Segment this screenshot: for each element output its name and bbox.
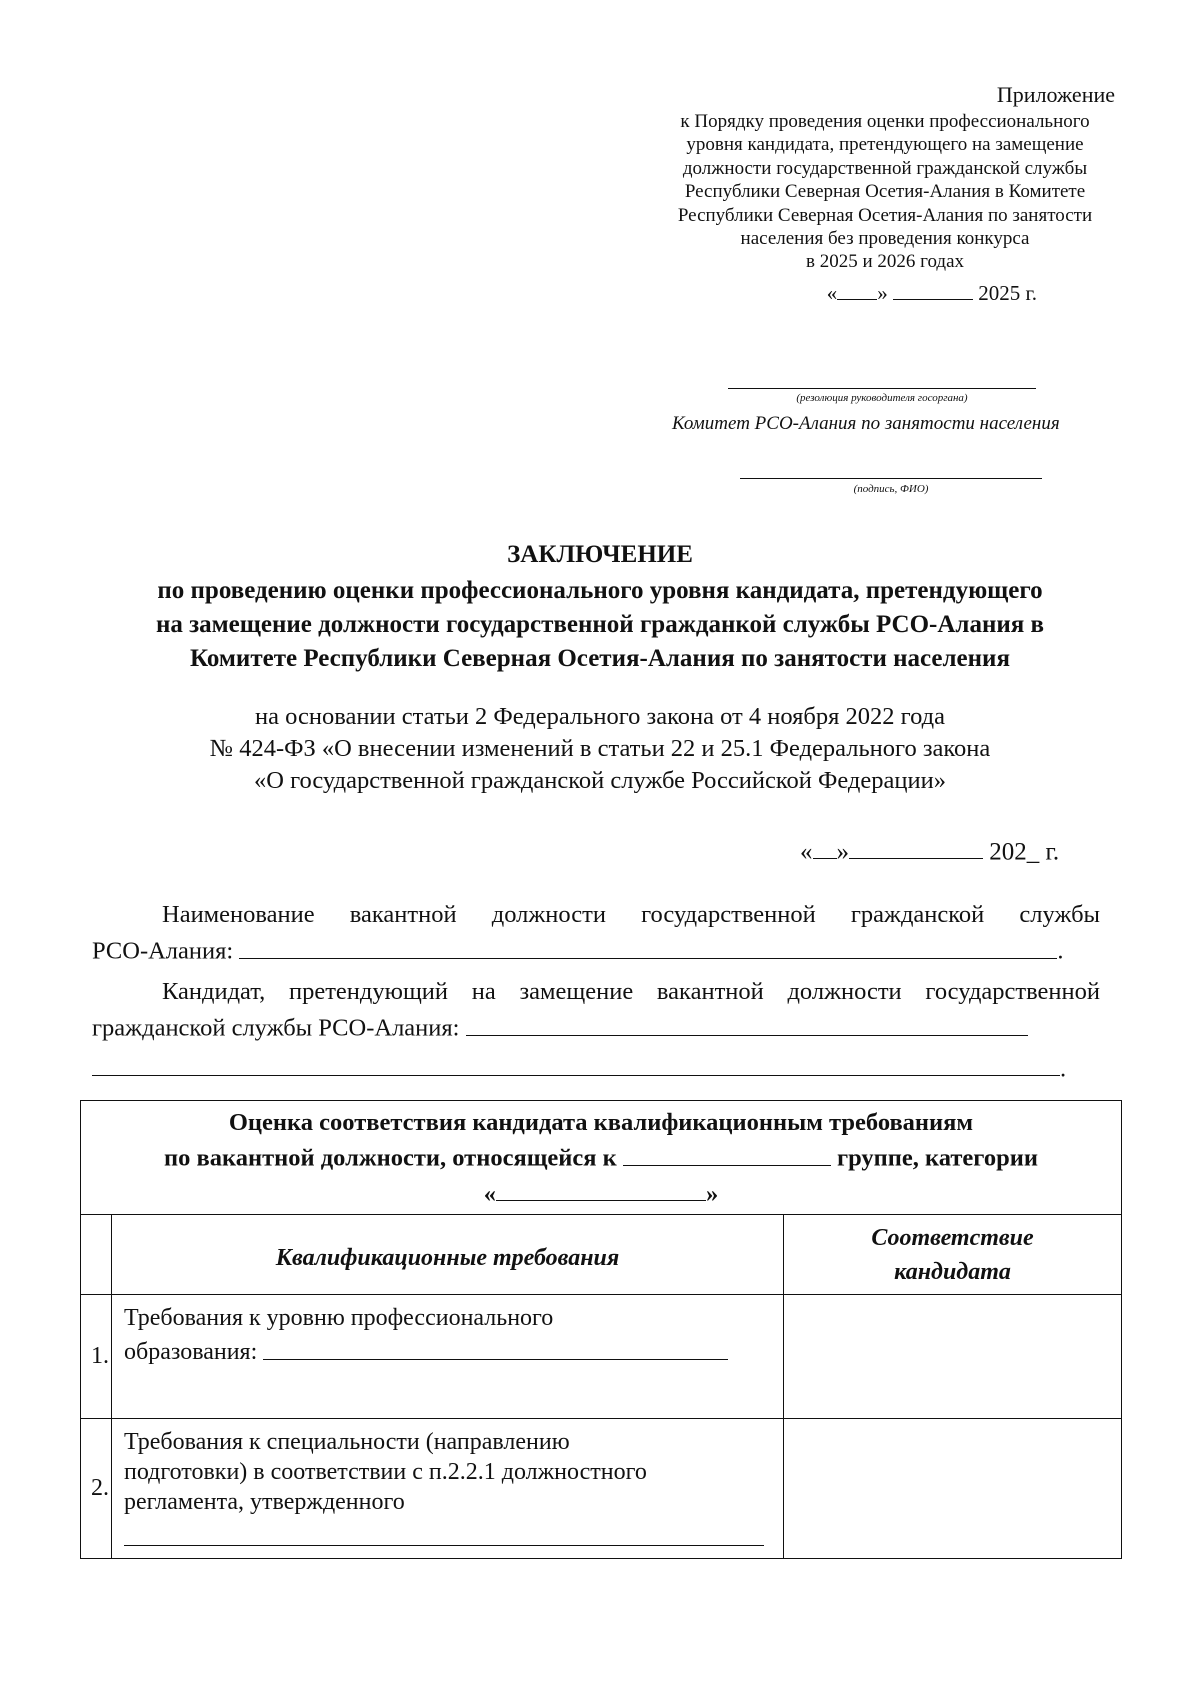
title-line: по проведению оценки профессионального уровня кандидата, претендующего xyxy=(157,577,1043,604)
day-blank[interactable] xyxy=(837,277,877,300)
title-line: на замещение должности государственной гражданкой службы РСО-Алания в xyxy=(155,611,1045,638)
compliance-cell[interactable] xyxy=(784,1419,1122,1559)
document-date: « » 202_ г. xyxy=(800,832,1059,866)
signature-caption: (подпись, ФИО) xyxy=(853,483,929,495)
candidate-label-cont: гражданской службы РСО-Алания: xyxy=(92,1009,1100,1046)
appendix-block xyxy=(655,82,1115,305)
compliance-cell[interactable] xyxy=(784,1295,1122,1419)
position-input[interactable] xyxy=(239,932,1057,959)
appendix-line: уровня кандидата, претендующего на замещение xyxy=(686,134,1084,156)
table-row xyxy=(81,1419,1122,1559)
title-main: ЗАКЛЮЧЕНИЕ xyxy=(507,541,693,568)
requirement-text: Требования к специальности (направлению подготовки) в соответствии с п.2.2.1 должностного регламента, утвержденного xyxy=(112,1419,784,1559)
candidate-input-cont: . xyxy=(92,1050,1100,1087)
position-field xyxy=(92,898,1100,969)
category-blank[interactable] xyxy=(496,1175,706,1202)
doc-month-blank[interactable] xyxy=(849,832,983,859)
resolution-caption: (резолюция руководителя госоргана) xyxy=(796,392,968,404)
requirement-text: Требования к уровню профессионального образования: xyxy=(112,1295,784,1419)
requirements-table xyxy=(80,1100,1122,1559)
appendix-line: Республики Северная Осетия-Алания по занятости xyxy=(677,204,1093,226)
appendix-line: к Порядку проведения оценки профессионального xyxy=(680,111,1090,132)
title-line: Комитете Республики Северная Осетия-Алания по занятости населения xyxy=(190,645,1010,672)
position-label: Наименование вакантной должности государственной гражданской службы xyxy=(162,901,1100,928)
table-row xyxy=(81,1295,1122,1419)
num-header xyxy=(81,1215,112,1295)
col-requirements-header: Квалификационные требования xyxy=(112,1215,784,1295)
education-input[interactable] xyxy=(263,1333,728,1359)
specialty-input[interactable] xyxy=(124,1519,764,1545)
resolution-line[interactable] xyxy=(728,388,1036,389)
legal-basis xyxy=(60,701,1140,797)
month-blank[interactable] xyxy=(893,277,973,300)
candidate-field xyxy=(92,975,1100,1086)
appendix-line: Республики Северная Осетия-Алания в Комитете xyxy=(684,181,1086,203)
document-title xyxy=(60,538,1140,676)
candidate-input-line2[interactable] xyxy=(92,1050,1060,1077)
appendix-date: « » 2025 г. xyxy=(655,277,1115,305)
candidate-label: Кандидат, претендующий на замещение вакантной должности государственной xyxy=(162,978,1100,1005)
row-number: 2. xyxy=(81,1419,112,1559)
row-number: 1. xyxy=(81,1295,112,1419)
appendix-line: должности государственной гражданской службы xyxy=(682,157,1088,179)
basis-line: на основании статьи 2 Федерального закона от 4 ноября 2022 года xyxy=(255,703,945,730)
basis-line: «О государственной гражданской службе Российской Федерации» xyxy=(254,767,946,794)
position-label-cont: РСО-Алания: . xyxy=(92,932,1100,969)
candidate-input[interactable] xyxy=(466,1009,1028,1036)
appendix-line: населения без проведения конкурса xyxy=(740,228,1030,250)
col-compliance-header: Соответствие кандидата xyxy=(784,1215,1122,1295)
signature-line[interactable] xyxy=(740,478,1042,479)
basis-line: № 424-ФЗ «О внесении изменений в статьи 22 и 25.1 Федерального закона xyxy=(209,735,991,762)
appendix-title: Приложение xyxy=(996,82,1115,107)
committee-name: Комитет РСО-Алания по занятости населения xyxy=(672,413,1060,434)
appendix-line: в 2025 и 2026 годах xyxy=(805,251,964,273)
table-header: Оценка соответствия кандидата квалификационным требованиям по вакантной должности, относящейся к группе, категории « » xyxy=(81,1101,1122,1215)
group-blank[interactable] xyxy=(623,1139,831,1166)
doc-day-blank[interactable] xyxy=(813,832,837,859)
